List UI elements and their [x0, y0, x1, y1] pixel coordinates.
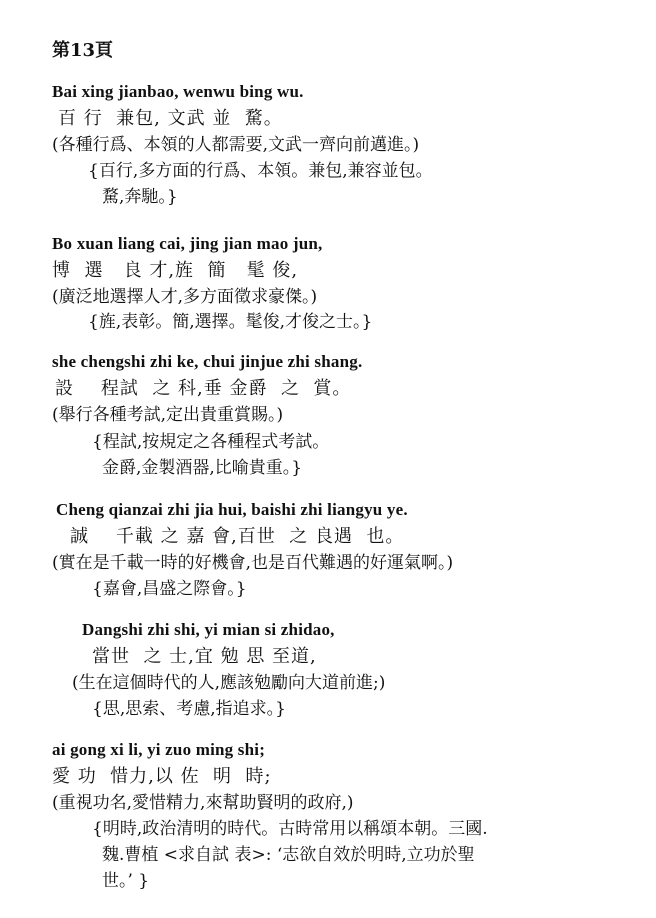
pinyin-line: ai gong xi li, yi zuo ming shi;	[52, 740, 266, 759]
hanzi-line: 設 程試 之 科,垂 金爵 之 賞。	[55, 378, 352, 399]
translation-line: (廣泛地選擇人才,多方面徵求豪傑。)	[52, 287, 318, 307]
pinyin-line: Cheng qianzai zhi jia hui, baishi zhi liangyu ye.	[56, 500, 408, 519]
note-line: 魏.曹植 <求自試 表>: ‘志欲自效於明時,立功於聖	[102, 845, 475, 865]
note-line: 騖,奔馳。}	[102, 187, 178, 207]
note-line: {百行,多方面的行爲、本領。兼包,兼容並包。	[88, 161, 433, 181]
pinyin-line: Dangshi zhi shi, yi mian si zhidao,	[82, 620, 335, 639]
hanzi-line: 當世 之 士,宜 勉 思 至道,	[92, 646, 317, 667]
note-line: 世。’ }	[102, 871, 150, 891]
note-line: {程試,按規定之各種程式考試。	[92, 432, 330, 452]
pinyin-line: she chengshi zhi ke, chui jinjue zhi shang.	[52, 352, 363, 371]
page-number: 第13頁	[52, 40, 114, 61]
hanzi-line: 誠 千載 之 嘉 會,百世 之 良遇 也。	[70, 526, 405, 547]
note-line: 金爵,金製酒器,比喻貴重。}	[102, 458, 303, 478]
note-line: {思,思索、考慮,指追求。}	[92, 699, 286, 719]
hanzi-line: 博 選 良 才,旌 簡 髦 俊,	[52, 260, 299, 281]
hanzi-line: 百 行 兼包, 文武 並 騖。	[58, 108, 283, 129]
note-line: {明時,政治清明的時代。古時常用以稱頌本朝。三國.	[92, 819, 488, 839]
translation-line: (舉行各種考試,定出貴重賞賜。)	[52, 405, 284, 425]
translation-line: (實在是千載一時的好機會,也是百代難遇的好運氣啊。)	[52, 553, 454, 573]
translation-line: (生在這個時代的人,應該勉勵向大道前進;)	[72, 673, 386, 693]
note-line: {旌,表彰。簡,選擇。髦俊,才俊之士。}	[88, 312, 373, 332]
pinyin-line: Bo xuan liang cai, jing jian mao jun,	[52, 234, 323, 253]
translation-line: (重視功名,愛惜精力,來幫助賢明的政府,)	[52, 793, 354, 813]
note-line: {嘉會,昌盛之際會。}	[92, 579, 247, 599]
pinyin-line: Bai xing jianbao, wenwu bing wu.	[52, 82, 304, 101]
translation-line: (各種行爲、本領的人都需要,文武一齊向前邁進。)	[52, 135, 420, 155]
hanzi-line: 愛 功 惜力,以 佐 明 時;	[52, 766, 272, 787]
